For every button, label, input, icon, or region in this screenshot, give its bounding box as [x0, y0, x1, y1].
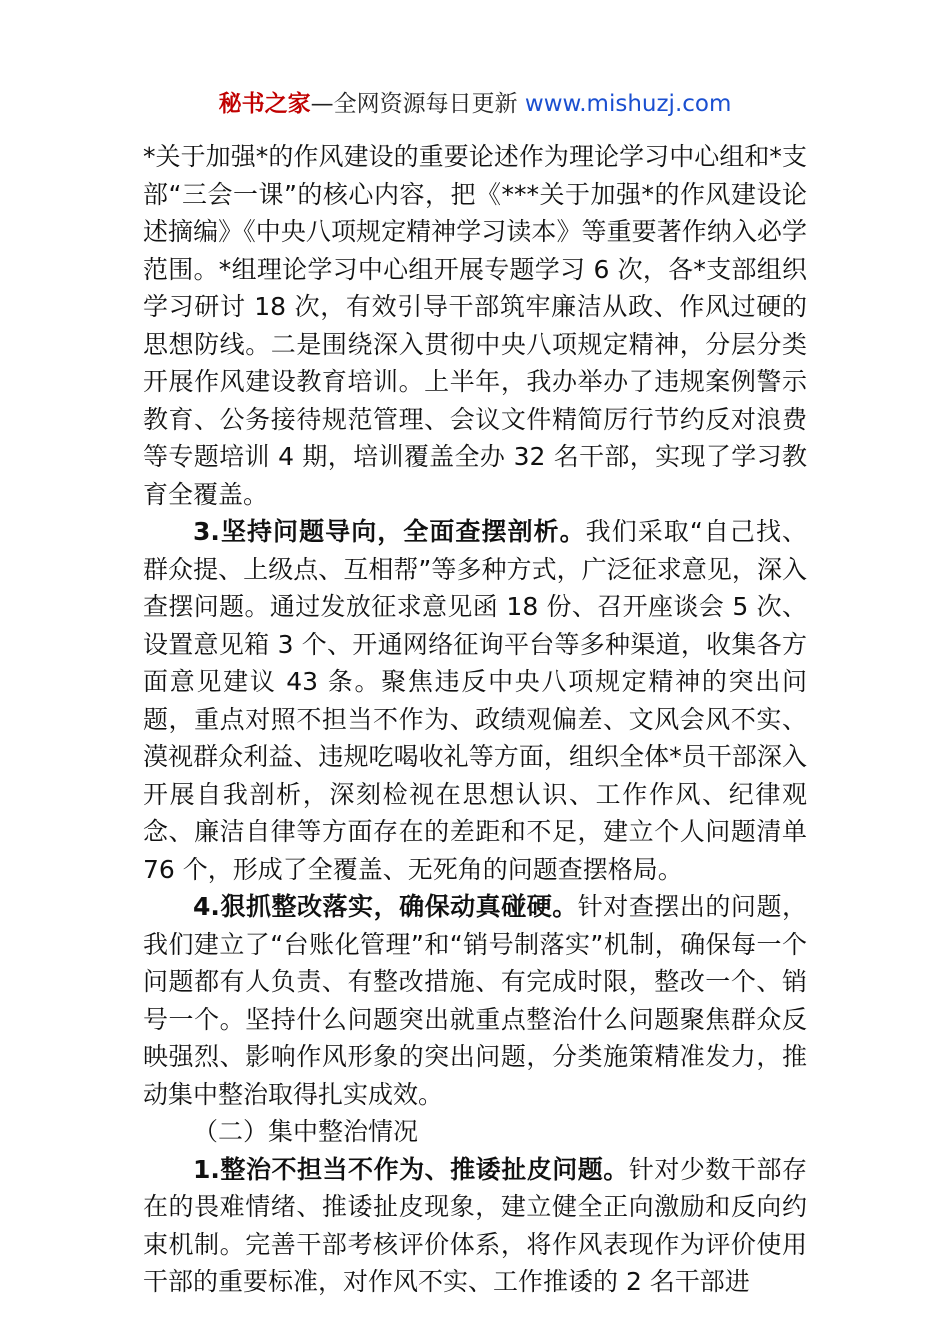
site-link[interactable]: www.mishuzj.com — [524, 91, 732, 117]
paragraph-inaction — [143, 1151, 807, 1301]
section-heading-text: （二）集中整治情况 — [193, 1117, 419, 1146]
paragraph-text: *关于加强*的作风建设的重要论述作为理论学习中心组和*支部“三会一课”的核心内容，把《***关于加强*的作风建设论述摘编》《中央八项规定精神学习读本》等重要著作纳入必学范围。*组理论学习中心组开展专题学习 6 次，各*支部组织学习研讨 18 次，有效引导干部筑牢廉洁从政、作风过硬的思想防线。二是围绕深入贯彻中央八项规定精神，分层分类开展作风建设教育培训。上半年，我办举办了违规案例警示教育、公务接待规范管理、会议文件精简厉行节约反对浪费等专题培训 4 期，培训覆盖全办 32 名干部，实现了学习教育全覆盖。 — [143, 142, 807, 509]
paragraph-text: 针对查摆出的问题，我们建立了“台账化管理”和“销号制落实”机制，确保每一个问题都有人负责、有整改措施、有完成时限，整改一个、销号一个。坚持什么问题突出就重点整治什么问题聚焦群众反映强烈、影响作风形象的突出问题，分类施策精准发力，推动集中整治取得扎实成效。 — [143, 892, 807, 1109]
paragraph-study — [143, 138, 807, 513]
paragraph-heading: 4.狠抓整改落实，确保动真碰硬。 — [193, 892, 578, 921]
paragraph-text: 针对少数干部存在的畏难情绪、推诿扯皮现象，建立健全正向激励和反向约束机制。完善干部考核评价体系，将作风表现作为评价使用干部的重要标准，对作风不实、工作推诿的 2 名干部进 — [143, 1154, 807, 1296]
paragraph-heading: 3.坚持问题导向，全面查摆剖析。 — [193, 517, 586, 546]
paragraph-rectification — [143, 888, 807, 1113]
header-dash: — — [310, 91, 334, 117]
paragraph-problem-orientation — [143, 513, 807, 888]
header-tagline: 全网资源每日更新 — [333, 91, 518, 117]
document-body — [143, 138, 807, 1301]
section-heading — [143, 1113, 807, 1151]
paragraph-text: 我们采取“自己找、群众提、上级点、互相帮”等多种方式，广泛征求意见，深入查摆问题。通过发放征求意见函 18 份、召开座谈会 5 次、设置意见箱 3 个、开通网络征询平台等多种渠道，收集各方面意见建议 43 条。聚焦违反中央八项规定精神的突出问题，重点对照不担当不作为、政绩观偏差、文风会风不实、漠视群众利益、违规吃喝收礼等方面，组织全体*员干部深入开展自我剖析，深刻检视在思想认识、工作作风、纪律观念、廉洁自律等方面存在的差距和不足，建立个人问题清单 76 个，形成了全覆盖、无死角的问题查摆格局。 — [143, 517, 807, 884]
page-header — [0, 84, 950, 124]
brand-name: 秘书之家 — [218, 91, 311, 117]
paragraph-heading: 1.整治不担当不作为、推诿扯皮问题。 — [193, 1154, 629, 1184]
